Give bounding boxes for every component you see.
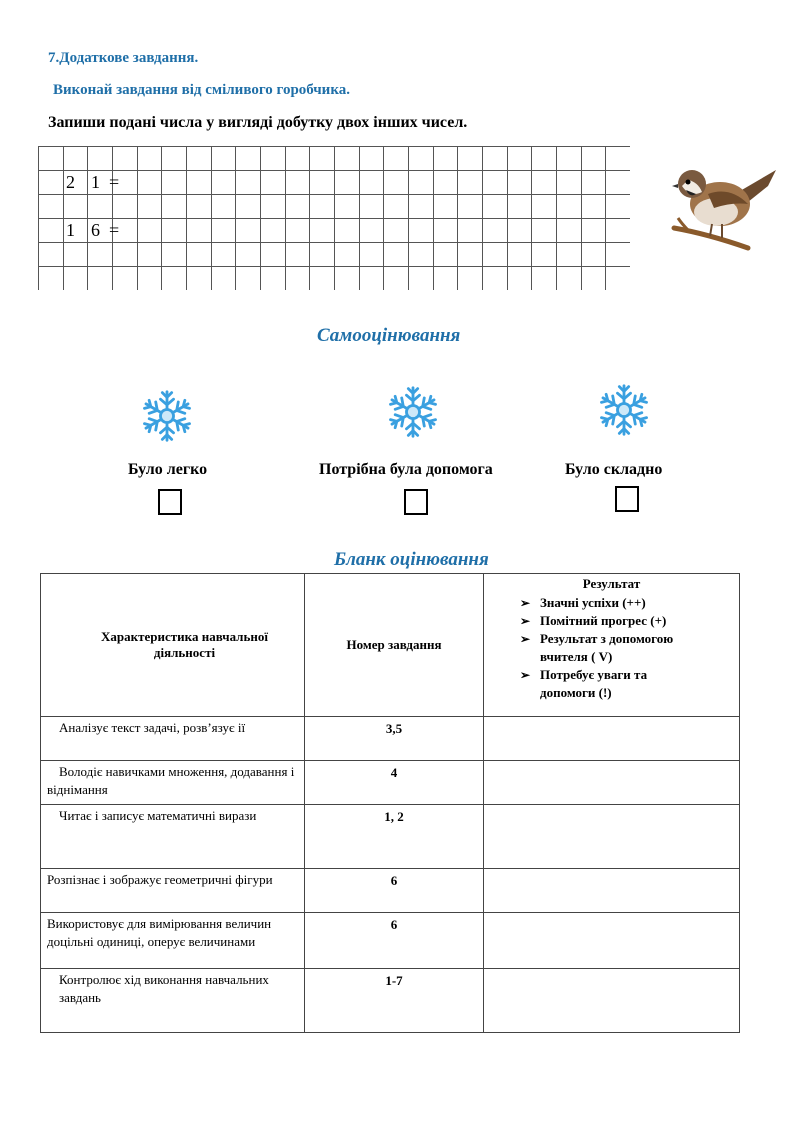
row1-equals: =	[109, 172, 120, 192]
row-task: 6	[305, 913, 484, 969]
result-item: ➢ Значні успіхи (++)	[516, 594, 733, 612]
option-easy-label: Було легко	[128, 461, 208, 478]
row-characteristic: Використовує для вимірювання величин доцільні одиниці, оперує величинами	[41, 913, 305, 969]
row-result-cell[interactable]	[484, 761, 740, 805]
option-hard-label: Було складно	[565, 461, 663, 478]
self-assessment-title: Самооцінювання	[317, 325, 461, 346]
option-help-checkbox[interactable]	[404, 489, 428, 515]
option-easy-checkbox[interactable]	[158, 489, 182, 515]
row-task: 4	[305, 761, 484, 805]
row-characteristic: Аналізує текст задачі, розв’язує ії	[41, 717, 305, 761]
row-task: 6	[305, 869, 484, 913]
snowflake-icon	[385, 384, 441, 440]
answer-grid[interactable]	[38, 146, 630, 290]
evaluation-title: Бланк оцінювання	[334, 549, 489, 570]
snowflake-icon	[139, 388, 195, 444]
sparrow-icon	[668, 158, 780, 252]
result-item: ➢ Помітний прогрес (+)	[516, 612, 733, 630]
row-result-cell[interactable]	[484, 717, 740, 761]
row-characteristic: Розпізнає і зображує геометричні фігури	[41, 869, 305, 913]
row-result-cell[interactable]	[484, 969, 740, 1033]
row-result-cell[interactable]	[484, 869, 740, 913]
row-task: 1, 2	[305, 805, 484, 869]
evaluation-table	[40, 573, 740, 1033]
row-characteristic: Володіє навичками множення, додавання і віднімання	[41, 761, 305, 805]
row1-digit1: 2	[66, 172, 75, 192]
grid-lines	[38, 146, 630, 290]
result-item: ➢ Потребує уваги та допомоги (!)	[516, 666, 660, 702]
row-characteristic: Контролює хід виконання навчальних завдань	[41, 969, 305, 1033]
table-row	[41, 761, 740, 805]
row2-digit2: 6	[91, 220, 100, 240]
option-help-label: Потрібна була допомога	[319, 461, 493, 478]
table-row	[41, 913, 740, 969]
task-heading: 7.Додаткове завдання.	[48, 50, 199, 66]
row-result-cell[interactable]	[484, 913, 740, 969]
row-result-cell[interactable]	[484, 805, 740, 869]
header-characteristic	[41, 574, 305, 717]
task-subheading: Виконай завдання від сміливого горобчика.	[53, 82, 350, 98]
header-characteristic-text: Характеристика навчальної діяльності	[101, 629, 268, 660]
table-row	[41, 805, 740, 869]
snowflake-icon	[596, 382, 652, 438]
header-task-number-text: Номер завдання	[346, 637, 442, 652]
row1-digit2: 1	[91, 172, 100, 192]
row-characteristic: Читає і записує математичні вирази	[41, 805, 305, 869]
result-legend	[516, 594, 733, 702]
row2-digit1: 1	[66, 220, 75, 240]
option-hard-checkbox[interactable]	[615, 486, 639, 512]
table-header-row	[41, 574, 740, 717]
row-task: 3,5	[305, 717, 484, 761]
row-task: 1-7	[305, 969, 484, 1033]
header-task-number	[305, 574, 484, 717]
table-row	[41, 869, 740, 913]
result-title: Результат	[582, 576, 641, 591]
task-instruction: Запиши подані числа у вигляді добутку двох інших чисел.	[48, 114, 468, 131]
header-result	[484, 574, 740, 717]
result-item: ➢ Результат з допомогою вчителя ( V)	[516, 630, 700, 666]
table-row	[41, 717, 740, 761]
row2-equals: =	[109, 220, 120, 240]
table-row	[41, 969, 740, 1033]
